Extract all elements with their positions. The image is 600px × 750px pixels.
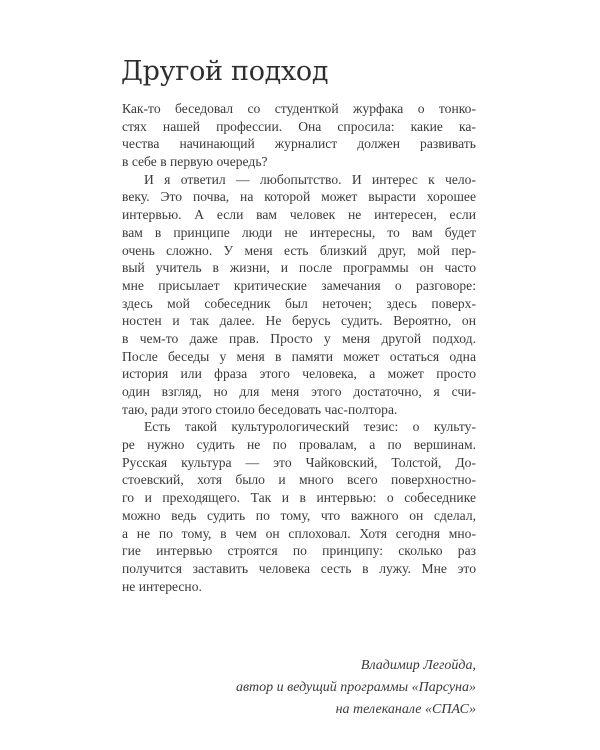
- text-line: стоевский, хотя было и много всего поверхностно-: [122, 472, 476, 488]
- article-body: [122, 100, 476, 595]
- text-line: веку. Это почва, на которой может вырасти хорошее: [122, 189, 476, 205]
- text-line: один взгляд, но для меня этого достаточно, я счи-: [122, 384, 476, 399]
- text-line: таю, ради этого стоило беседовать час-полтора.: [122, 401, 398, 417]
- text-line: очень сложно. У меня есть близкий друг, мой пер-: [122, 242, 476, 258]
- text-line: Русская культура — это Чайковский, Толстой, До-: [122, 454, 476, 470]
- signature-line: Владимир Легойда,: [360, 658, 476, 673]
- text-line: можно ведь судить по тому, что важного он сделал,: [122, 507, 476, 523]
- text-line: стях нашей профессии. Она спросила: какие ка-: [122, 118, 476, 134]
- page-title: Другой подход: [121, 56, 329, 87]
- text-line: ностен и так далее. Не берусь судить. Вероятно, он: [122, 313, 476, 329]
- text-line: ре нужно судить не по провалам, а по вершинам.: [122, 437, 476, 453]
- text-line: гие интервью строятся по принципу: сколько раз: [122, 543, 476, 559]
- text-line: не интересно.: [122, 578, 202, 594]
- signature-line: автор и ведущий программы «Парсуна»: [235, 680, 476, 695]
- text-line: Есть такой культурологический тезис: о культу-: [144, 419, 476, 435]
- text-line: После беседы у меня в памяти может остаться одна: [122, 348, 476, 364]
- text-line: получится заставить человека сесть в лужу. Мне это: [122, 560, 476, 576]
- signature-line: на телеканале «СПАС»: [335, 702, 476, 717]
- text-line: здесь мой собеседник был неточен; здесь поверх-: [122, 295, 476, 311]
- text-line: а не по тому, в чем он сплоховал. Хотя сегодня мно-: [122, 525, 476, 541]
- signature: [236, 655, 476, 721]
- text-line: чества начинающий журналист должен развивать: [122, 136, 476, 152]
- text-line: вый учитель в жизни, и после программы он часто: [122, 260, 476, 276]
- text-line: И я ответил — любопытство. И интерес к чело-: [144, 171, 476, 187]
- text-line: мне присылает критические замечания о разговоре:: [122, 277, 476, 293]
- text-line: история или фраза этого человека, а может просто: [122, 366, 476, 382]
- text-line: вам в принципе люди не интересны, то вам будет: [122, 224, 476, 240]
- text-line: Как-то беседовал со студенткой журфака о тонко-: [122, 101, 476, 116]
- text-line: го и преходящего. Так и в интервью: о собеседнике: [122, 490, 476, 506]
- text-line: интервью. А если вам человек не интересен, если: [122, 207, 476, 223]
- text-line: в себе в первую очередь?: [122, 154, 268, 170]
- text-line: в чем-то даже прав. Просто у меня другой подход.: [122, 330, 476, 346]
